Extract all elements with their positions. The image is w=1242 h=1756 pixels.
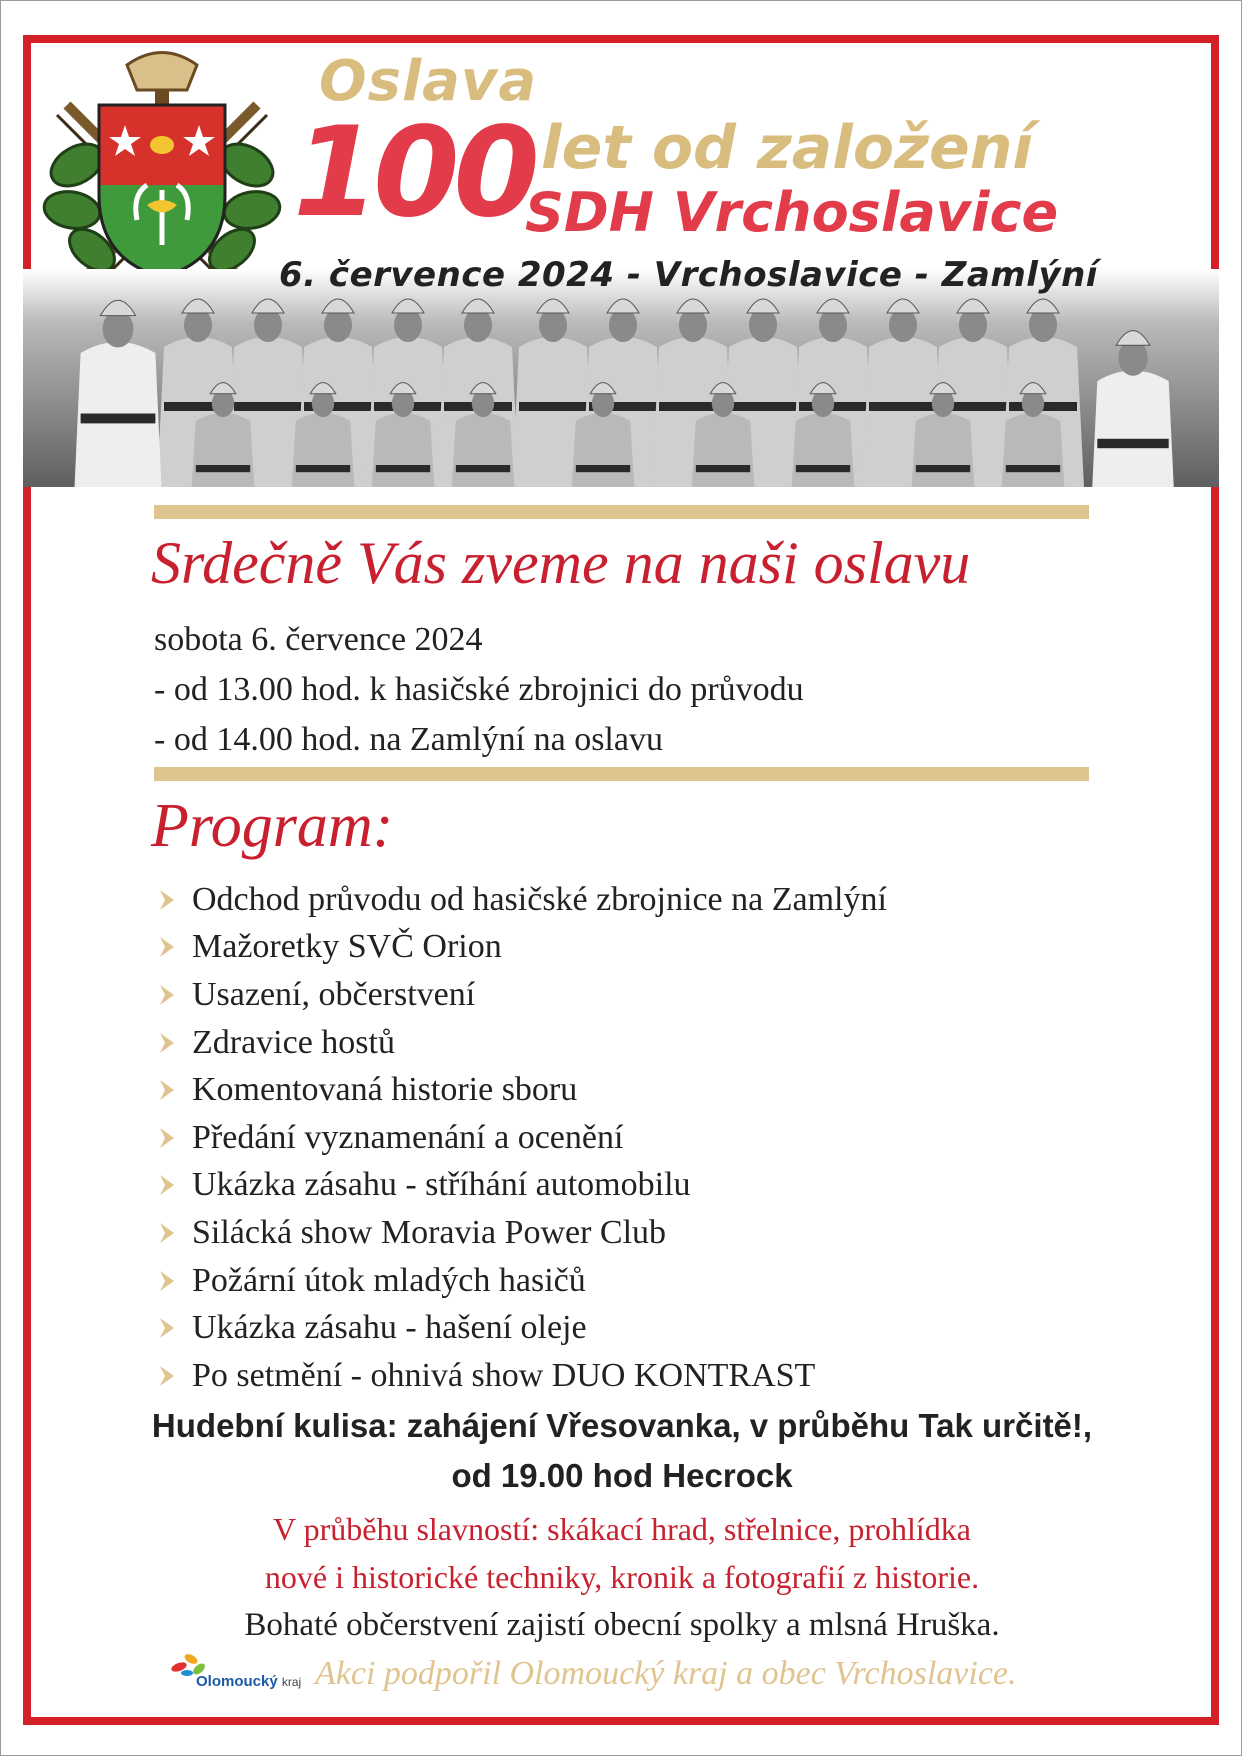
program-item-label: Usazení, občerstvení bbox=[192, 975, 476, 1013]
chevron-right-icon bbox=[154, 933, 182, 961]
program-item-label: Ukázka zásahu - hašení oleje bbox=[192, 1309, 587, 1347]
gold-divider bbox=[154, 505, 1089, 519]
program-item-label: Mažoretky SVČ Orion bbox=[192, 928, 502, 966]
chevron-right-icon bbox=[154, 981, 182, 1009]
program-item-label: Požární útok mladých hasičů bbox=[192, 1261, 586, 1299]
sponsor-text: Akci podpořil Olomoucký kraj a obec Vrchoslavice. bbox=[315, 1655, 1017, 1692]
chevron-right-icon bbox=[154, 1362, 182, 1390]
historic-photo bbox=[23, 269, 1219, 487]
program-item-label: Po setmění - ohnivá show DUO KONTRAST bbox=[192, 1356, 816, 1394]
refreshments-info: Bohaté občerstvení zajistí obecní spolky a mlsná Hruška. bbox=[244, 1607, 1000, 1643]
invite-line: - od 13.00 hod. k hasičské zbrojnici do průvodu bbox=[154, 671, 804, 708]
program-item-label: Odchod průvodu od hasičské zbrojnice na Zamlýní bbox=[192, 880, 887, 918]
chevron-right-icon bbox=[154, 1171, 182, 1199]
header-line-1: let od založení bbox=[541, 113, 1033, 183]
program-item bbox=[154, 924, 887, 972]
program-item bbox=[154, 876, 887, 924]
invite-line: - od 14.00 hod. na Zamlýní na oslavu bbox=[154, 721, 663, 758]
music-line: od 19.00 hod Hecrock bbox=[451, 1457, 793, 1494]
invite-title: Srdečně Vás zveme na naši oslavu bbox=[151, 530, 971, 596]
attractions-line: nové i historické techniky, kronik a fotografií z historie. bbox=[264, 1559, 980, 1595]
program-item bbox=[154, 1114, 887, 1162]
fire-brigade-crest-icon bbox=[37, 45, 287, 295]
attractions-info bbox=[1, 1505, 1242, 1601]
header-line-2: SDH Vrchoslavice bbox=[525, 181, 1059, 244]
program-list bbox=[154, 876, 887, 1400]
gold-divider bbox=[154, 767, 1089, 781]
program-item bbox=[154, 1352, 887, 1400]
program-item bbox=[154, 1066, 887, 1114]
chevron-right-icon bbox=[154, 1029, 182, 1057]
music-line: Hudební kulisa: zahájení Vřesovanka, v průběhu Tak určitě!, bbox=[151, 1407, 1093, 1444]
program-item bbox=[154, 1304, 887, 1352]
invite-info bbox=[154, 615, 804, 765]
chevron-right-icon bbox=[154, 1076, 182, 1104]
event-date-place: 6. července 2024 - Vrchoslavice - Zamlýní bbox=[279, 255, 1098, 295]
program-item bbox=[154, 1209, 887, 1257]
program-title: Program: bbox=[151, 792, 394, 860]
sponsor-logo-text: Olomoucký kraj bbox=[196, 1673, 302, 1690]
header-number: 100 bbox=[293, 101, 534, 245]
chevron-right-icon bbox=[154, 1314, 182, 1342]
program-item-label: Silácká show Moravia Power Club bbox=[192, 1213, 667, 1251]
chevron-right-icon bbox=[154, 1219, 182, 1247]
attractions-line: V průběhu slavností: skákací hrad, střelnice, prohlídka bbox=[273, 1511, 971, 1547]
chevron-right-icon bbox=[154, 1124, 182, 1152]
invite-line: sobota 6. července 2024 bbox=[154, 621, 483, 658]
program-item-label: Předání vyznamenání a ocenění bbox=[192, 1118, 624, 1156]
program-item bbox=[154, 1162, 887, 1210]
program-item bbox=[154, 971, 887, 1019]
program-item-label: Zdravice hostů bbox=[192, 1023, 395, 1061]
chevron-right-icon bbox=[154, 886, 182, 914]
program-item bbox=[154, 1257, 887, 1305]
program-item bbox=[154, 1019, 887, 1067]
chevron-right-icon bbox=[154, 1267, 182, 1295]
header-oslava: Oslava bbox=[319, 49, 538, 114]
music-info bbox=[1, 1401, 1242, 1501]
program-item-label: Ukázka zásahu - stříhání automobilu bbox=[192, 1166, 691, 1204]
program-item-label: Komentovaná historie sboru bbox=[192, 1071, 578, 1109]
